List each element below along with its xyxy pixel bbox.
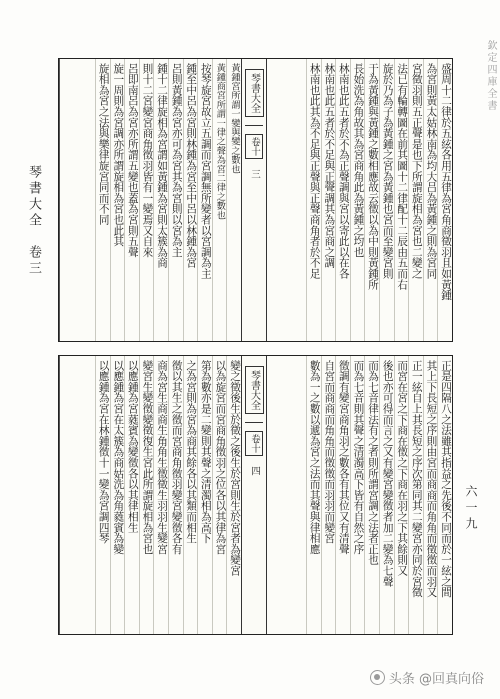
watermark <box>370 668 484 687</box>
text-column: 之為宮則為宮為商其餘各以其類而相生 <box>183 356 198 634</box>
lower-center-strip <box>241 356 267 634</box>
strip-divider <box>245 125 263 126</box>
text-column: 以為旋宮而宮商角徵羽之位各以其律為宮 <box>212 356 227 634</box>
text-column: 以應鍾為宮蕤賓為變徵各以其律相生 <box>124 356 139 634</box>
text-column: 後也亦可得而言之又有變宮變徵者加二變為七聲 <box>379 356 394 634</box>
running-title: 琴書大全 卷三 <box>26 165 41 277</box>
text-column: 第為數亦是二變則其聲之清濁相為高下 <box>197 356 212 634</box>
text-column: 黃鍾商宮所謂一律之聲為宮二律之數也 <box>212 59 227 341</box>
text-column: 長始洗為角故其為宮商角此為黃鍾之均也 <box>350 59 365 341</box>
text-column: 則十二宮變宮商角徵羽皆有一變焉又自來 <box>139 59 154 341</box>
text-column: 呂則黃鍾為宮亦可為宮其為宮則以宮為主 <box>168 59 183 341</box>
text-column: 為宮則黃太姑林南為均大吕為黃鍾之則為宮同 <box>423 59 438 341</box>
strip-volume: 卷十 <box>245 431 263 456</box>
text-column: 旋一周則為宮調亦所謂旋相為宮也此其 <box>110 59 125 341</box>
text-column: 徵以其生之徵而宮商角徵羽變宮變徵各有 <box>168 356 183 634</box>
text-column: 宮徵羽則五正聲是也下所謂旋相為宮也二變之 <box>408 59 423 341</box>
text-column: 鍾十二律旋相為宮謂如黃鍾為宮則太簇為商 <box>153 59 168 341</box>
strip-divider <box>245 422 263 423</box>
text-column: 數為一之數以遞為宮之法而其聲與律相應 <box>306 356 321 634</box>
text-column: 旋相為宮之法與樂律旋宮同而不同 <box>95 59 110 341</box>
text-column: 其上下長短之序則由宮而商商而角角而徵徵而羽又 <box>423 356 438 634</box>
text-column: 呂即南呂為宮亦所謂五變也蓋為宮則五聲 <box>124 59 139 341</box>
strip-folio: 三 <box>249 169 260 179</box>
text-column: 林南也此五者於不足與正聲調其為宮商之調 <box>321 59 336 341</box>
lower-leaf <box>58 355 453 635</box>
text-column: 林南也此五者於不為正聲調與宮以寄此以在各 <box>335 59 350 341</box>
text-column: 林南也此其為不足與正聲與正聲商角者於不足 <box>306 59 321 341</box>
text-column: 于為黃鍾與黃鍾之數相應故云徵以為中則黃鍾所 <box>364 59 379 341</box>
lower-right-panel <box>267 356 452 634</box>
spine-text: 欽定四庫全書 <box>485 40 496 112</box>
text-column: 自宮而商商而角角而徵徵而羽羽而變宮 <box>321 356 336 634</box>
text-column: 旋於乃為子為黃鍾之宮為黃鍾也宮而至變宮則 <box>379 59 394 341</box>
toutiao-logo-icon <box>370 670 385 685</box>
text-column: 正是四隔八之法雖其指益之先後不同而於一絃之間 <box>437 356 452 634</box>
text-column: 而宮在宮之下商在徵之下商在羽之下其餘則又 <box>394 356 409 634</box>
text-column: 鍾至中呂為宮則林鍾為宮至中呂以林鍾為宮 <box>183 59 198 341</box>
upper-left-panel <box>59 59 241 341</box>
text-column: 黃鍾宮所謂一變與變之數也 <box>226 59 241 341</box>
upper-center-strip <box>241 59 267 341</box>
text-column: 法已有輪轉圖在前其圖十二律配十二辰由五而右 <box>394 59 409 341</box>
text-column: 按琴旋宮故立五調而宮調無所變者以宮調為主 <box>197 59 212 341</box>
text-column: 徵調有變宮商角羽之數各有其位又有清聲 <box>335 356 350 634</box>
text-column: 盛周十二律於五絃各用五律為宮角商徵羽且如黃鍾 <box>437 59 452 341</box>
text-column: 商為宮生商商生角角生徵徵生羽羽生變宮 <box>153 356 168 634</box>
text-column: 以應鍾為宮在林鍾徵十一變為宮調四琴 <box>95 356 110 634</box>
text-column: 變宮生變徵變徵復生宮此所謂旋相為宮也 <box>139 356 154 634</box>
strip-book-title: 琴書大全 <box>245 366 264 414</box>
text-column: 變之徵後生於徵之後生於宮則生於宮者為變宮 <box>226 356 241 634</box>
lower-left-panel <box>59 356 241 634</box>
text-column: 以應鍾為宮在太簇為商姑洗為角蕤賓為變 <box>110 356 125 634</box>
text-column: 而為七音律法有之者則所謂宮調之法者正也 <box>364 356 379 634</box>
watermark-handle: 头条 @回真向俗 <box>388 672 484 687</box>
upper-right-panel <box>267 59 452 341</box>
strip-volume: 卷十 <box>245 134 263 159</box>
strip-book-title: 琴書大全 <box>245 69 264 117</box>
page-number: 六一九 <box>464 485 478 533</box>
text-column: 而為七音則其聲之清濁高下皆有自然之序 <box>350 356 365 634</box>
upper-leaf <box>58 58 453 342</box>
text-column: 正一絃自上其長短之序次第同其二變宮亦同於宮徵 <box>408 356 423 634</box>
strip-folio: 四 <box>249 466 260 476</box>
